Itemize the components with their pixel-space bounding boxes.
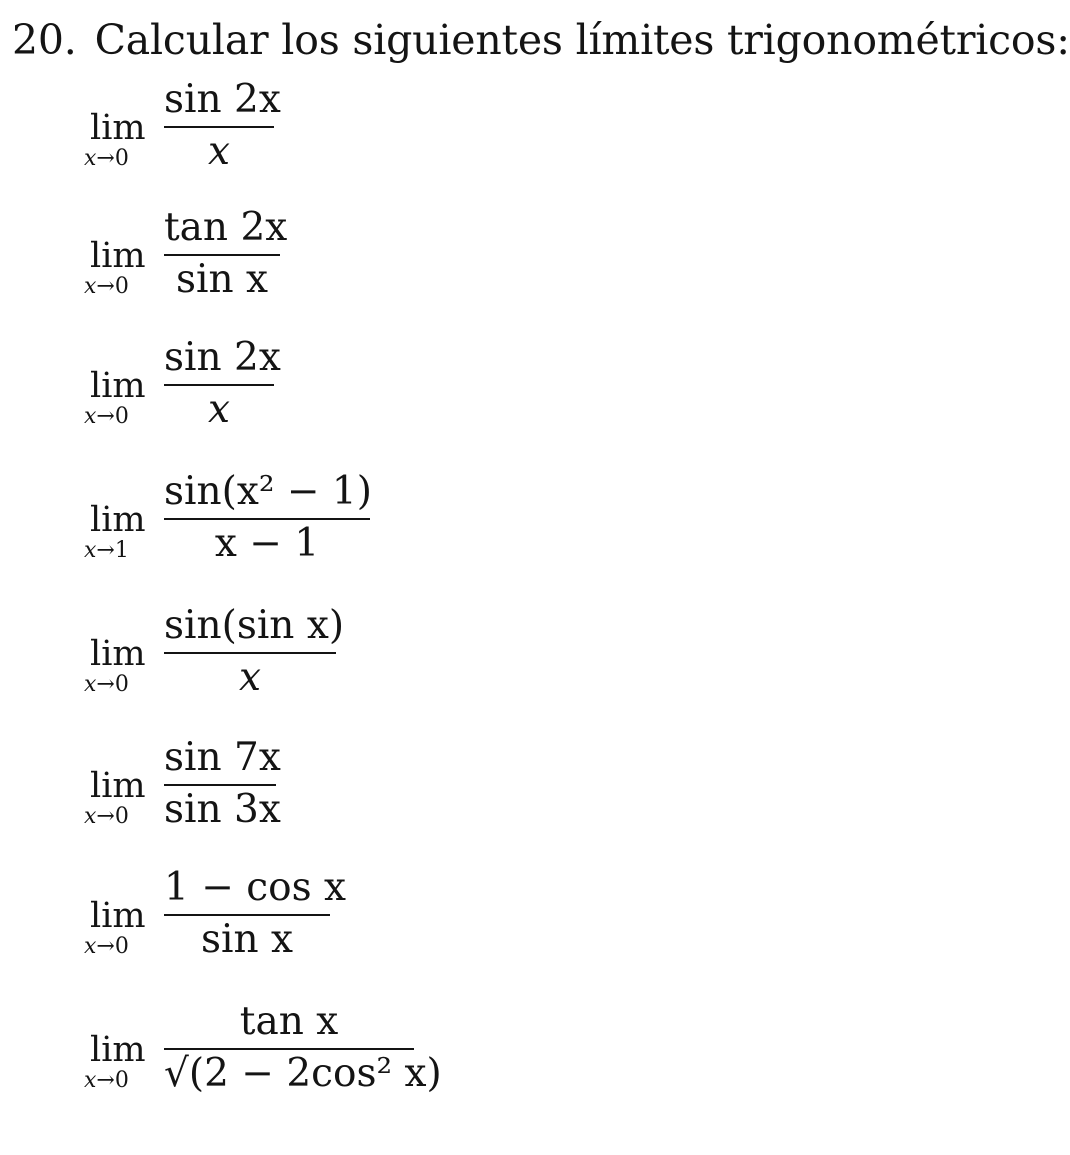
fraction-denominator: x (208, 387, 230, 432)
limit-subscript (84, 934, 129, 960)
exercise-instruction: Calcular los siguientes límites trigonométricos: (94, 16, 1070, 64)
exercise-heading (12, 14, 1070, 66)
lim-word: lim (90, 766, 146, 806)
limit-operator (84, 206, 162, 306)
limit-operator (84, 736, 162, 836)
limit-subscript (84, 804, 129, 830)
limit-subscript (84, 672, 129, 698)
limit-variable: x (84, 672, 97, 697)
fraction-numerator: tan 2x (164, 205, 288, 250)
limit-point: 0 (114, 672, 129, 697)
fraction-denominator: x − 1 (214, 521, 320, 566)
lim-word: lim (90, 634, 146, 674)
limit-arrow: → (96, 1068, 115, 1093)
limit-variable: x (84, 274, 97, 299)
limit-variable: x (84, 538, 97, 563)
fraction-denominator: sin x (176, 257, 268, 302)
fraction-numerator: sin 7x (164, 735, 281, 780)
fraction (164, 205, 288, 306)
fraction-denominator: sin 3x (164, 787, 281, 832)
limit-arrow: → (96, 538, 115, 563)
fraction-numerator: sin 2x (164, 77, 281, 122)
fraction-numerator: tan x (239, 999, 339, 1044)
limit-subscript (84, 1068, 129, 1094)
lim-word: lim (90, 366, 146, 406)
fraction (164, 77, 281, 178)
fraction-bar (164, 914, 330, 916)
fraction-bar (164, 518, 370, 520)
limit-arrow: → (96, 146, 115, 171)
limit-variable: x (84, 1068, 97, 1093)
limit-arrow: → (96, 404, 115, 429)
fraction-bar (164, 784, 276, 786)
fraction-bar (164, 126, 274, 128)
fraction (164, 999, 442, 1100)
limit-operator (84, 604, 162, 704)
fraction-numerator: sin(x² − 1) (164, 469, 372, 514)
limit-operator (84, 470, 162, 570)
limit-variable: x (84, 146, 97, 171)
limit-point: 0 (114, 1068, 129, 1093)
limit-operator (84, 866, 162, 966)
fraction-denominator: x (208, 129, 230, 174)
limit-subscript (84, 404, 129, 430)
fraction (164, 470, 370, 570)
lim-word: lim (90, 1030, 146, 1070)
fraction-bar (164, 254, 280, 256)
limit-point: 0 (114, 146, 129, 171)
fraction-numerator: 1 − cos x (164, 865, 347, 910)
limit-operator (84, 336, 162, 436)
limit-arrow: → (96, 274, 115, 299)
limit-point: 0 (114, 804, 129, 829)
limit-subscript (84, 274, 129, 300)
limit-point: 0 (114, 274, 129, 299)
limit-variable: x (84, 404, 97, 429)
lim-word: lim (90, 896, 146, 936)
lim-word: lim (90, 236, 146, 276)
fraction-bar (164, 1048, 414, 1050)
fraction (164, 865, 347, 966)
limit-operator (84, 1000, 162, 1100)
limit-point: 1 (114, 538, 129, 563)
fraction-bar (164, 384, 274, 386)
fraction-numerator: sin(sin x) (164, 603, 345, 648)
limit-variable: x (84, 934, 97, 959)
fraction-denominator: √(2 − 2cos² x) (164, 1051, 442, 1096)
limit-variable: x (84, 804, 97, 829)
lim-word: lim (90, 108, 146, 148)
fraction-denominator: sin x (201, 917, 293, 962)
fraction-denominator: x (239, 655, 261, 700)
exercise-number: 20. (12, 16, 77, 64)
limit-subscript (84, 146, 129, 172)
limit-point: 0 (114, 934, 129, 959)
fraction (164, 735, 281, 836)
limit-arrow: → (96, 672, 115, 697)
fraction-numerator: sin 2x (164, 335, 281, 380)
lim-word: lim (90, 500, 146, 540)
limit-subscript (84, 538, 129, 564)
limit-arrow: → (96, 934, 115, 959)
limit-point: 0 (114, 404, 129, 429)
fraction (164, 603, 345, 704)
fraction (164, 335, 281, 436)
limit-operator (84, 78, 162, 178)
limit-arrow: → (96, 804, 115, 829)
fraction-bar (164, 652, 336, 654)
